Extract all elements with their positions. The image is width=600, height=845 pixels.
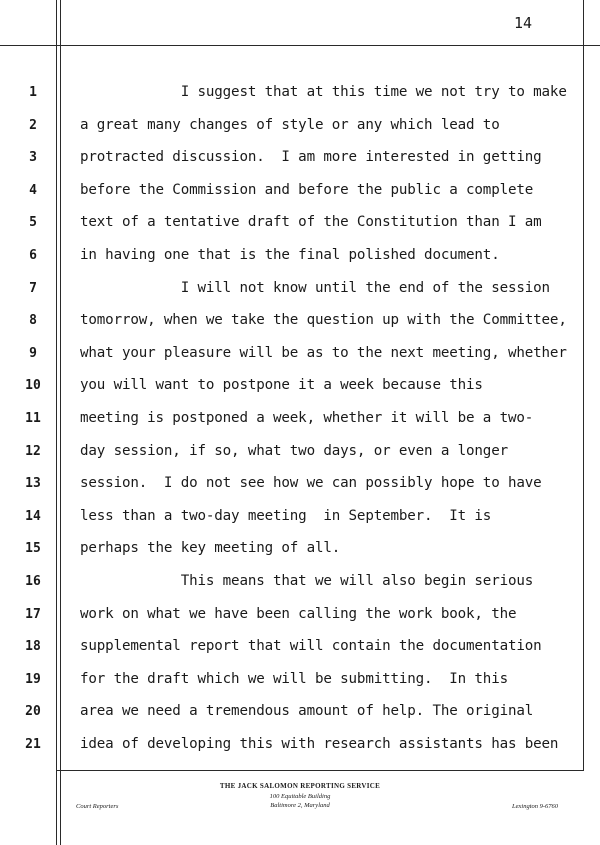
- left-margin-rule-outer: [56, 0, 57, 845]
- transcript-line: This means that we will also begin serious: [80, 573, 534, 589]
- line-number: 19: [25, 672, 41, 687]
- footer-left-text: Court Reporters: [76, 803, 119, 810]
- footer-title: THE JACK SALOMON REPORTING SERVICE: [219, 782, 381, 790]
- transcript-line: perhaps the key meeting of all.: [80, 540, 341, 556]
- line-number: 15: [25, 541, 41, 556]
- transcript-line: I will not know until the end of the session: [80, 280, 550, 296]
- footer-address-line1: 100 Equitable Building: [269, 793, 331, 800]
- line-number: 16: [25, 574, 41, 589]
- line-number: 12: [25, 444, 41, 459]
- transcript-line: tomorrow, when we take the question up with the Committee,: [80, 312, 567, 328]
- transcript-line: less than a two-day meeting in September. It is: [80, 508, 492, 524]
- transcript-line: what your pleasure will be as to the next meeting, whether: [80, 345, 567, 361]
- transcript-line: work on what we have been calling the work book, the: [80, 606, 517, 622]
- transcript-line: area we need a tremendous amount of help. The original: [80, 703, 534, 719]
- transcript-line: idea of developing this with research assistants has been: [80, 736, 559, 752]
- line-number: 3: [29, 150, 37, 165]
- line-number: 5: [29, 215, 37, 230]
- line-number: 17: [25, 607, 41, 622]
- footer-address-line2: Baltimore 2, Maryland: [270, 802, 330, 809]
- line-number: 8: [29, 313, 37, 328]
- line-number: 4: [29, 183, 37, 198]
- transcript-line: in having one that is the final polished document.: [80, 247, 500, 263]
- transcript-line: a great many changes of style or any which lead to: [80, 117, 500, 133]
- line-number: 20: [25, 704, 41, 719]
- line-number: 9: [29, 346, 37, 361]
- transcript-line: I suggest that at this time we not try to make: [80, 84, 567, 100]
- transcript-line: day session, if so, what two days, or even a longer: [80, 443, 508, 459]
- line-number: 1: [29, 85, 37, 100]
- transcript-line: for the draft which we will be submitting. In this: [80, 671, 508, 687]
- transcript-line: before the Commission and before the public a complete: [80, 182, 534, 198]
- page-number: 14: [514, 14, 533, 32]
- transcript-line: session. I do not see how we can possibly hope to have: [80, 475, 542, 491]
- line-number: 10: [25, 378, 41, 393]
- footer-rule: [56, 770, 584, 771]
- top-rule: [0, 45, 600, 46]
- line-number: 6: [29, 248, 37, 263]
- transcript-line: supplemental report that will contain the documentation: [80, 638, 542, 654]
- line-number: 14: [25, 509, 41, 524]
- transcript-line: you will want to postpone it a week because this: [80, 377, 483, 393]
- left-margin-rule-inner: [60, 0, 61, 845]
- line-number: 18: [25, 639, 41, 654]
- line-number: 11: [25, 411, 41, 426]
- line-number: 21: [25, 737, 41, 752]
- transcript-line: text of a tentative draft of the Constitution than I am: [80, 214, 542, 230]
- footer-right-text: Lexington 9-6760: [512, 803, 559, 810]
- transcript-line: protracted discussion. I am more interested in getting: [80, 149, 542, 165]
- line-number: 2: [29, 118, 37, 133]
- line-number: 7: [29, 281, 37, 296]
- line-number: 13: [25, 476, 41, 491]
- transcript-line: meeting is postponed a week, whether it will be a two-: [80, 410, 534, 426]
